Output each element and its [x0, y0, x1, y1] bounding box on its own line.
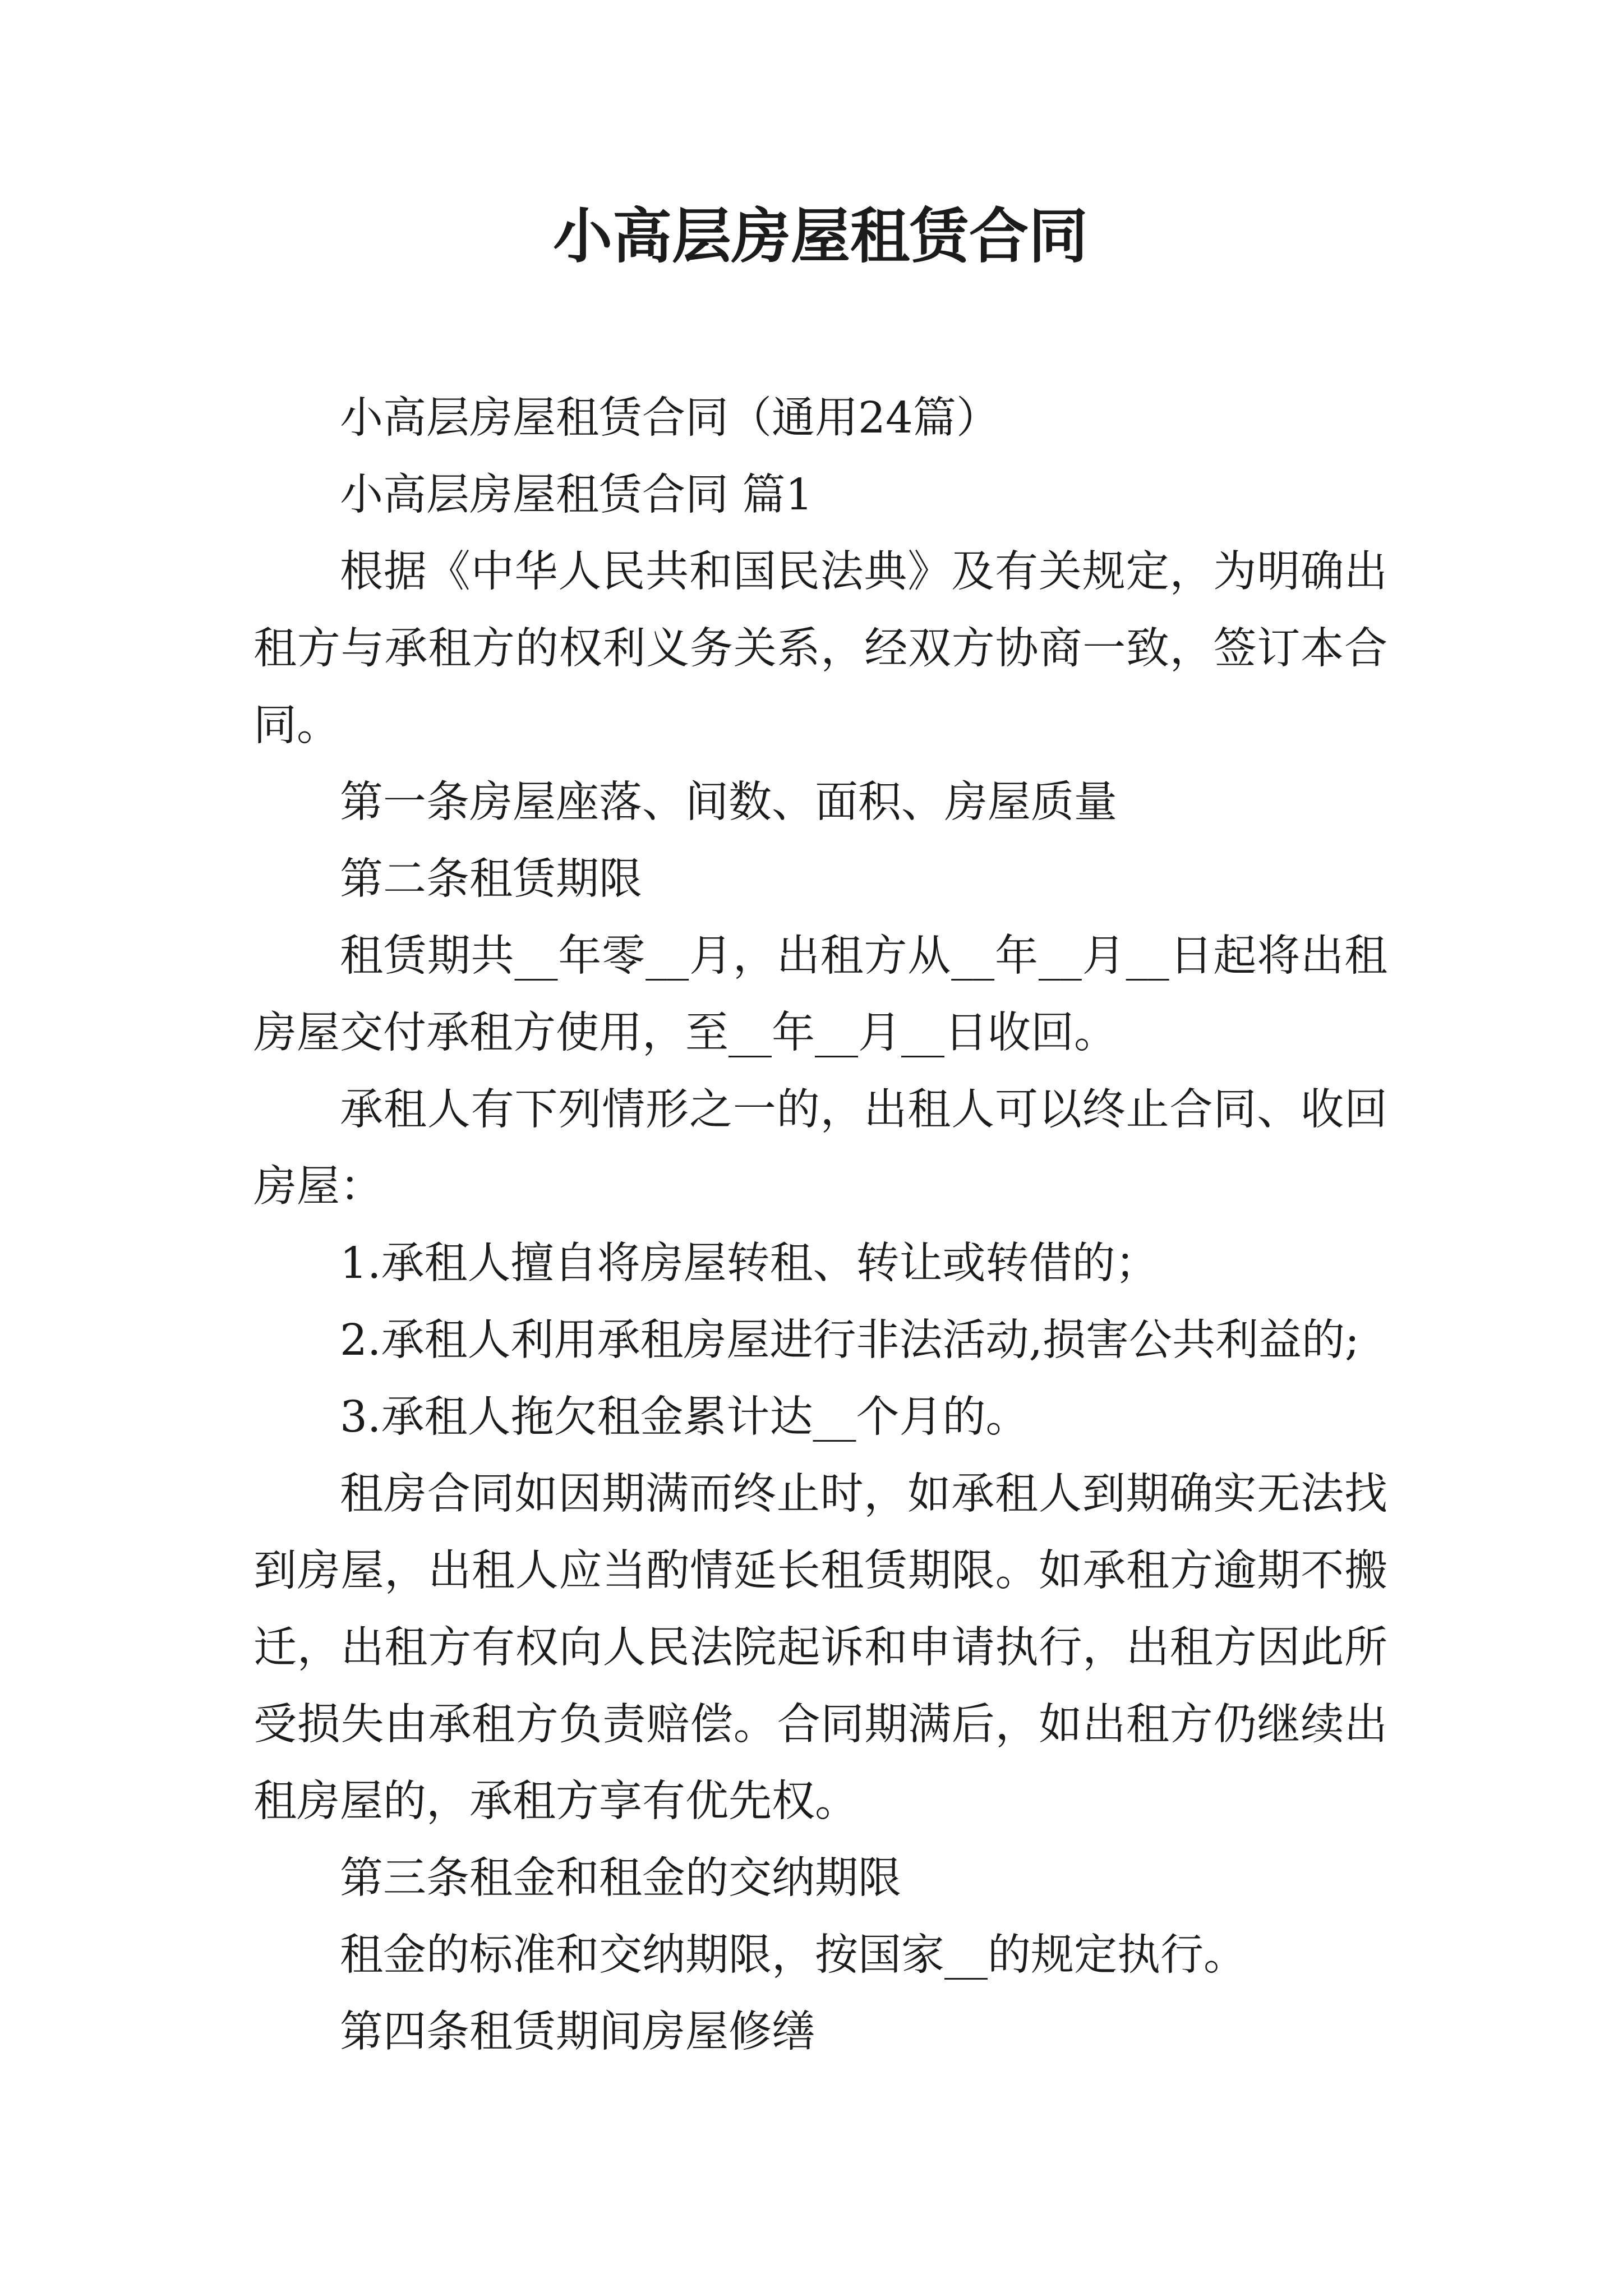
article-heading	[253, 764, 1387, 841]
text-line: 承租人有下列情形之一的，出租人可以终止合同、收回	[340, 1085, 1387, 1135]
text-line: 1.承租人擅自将房屋转租、转让或转借的；	[340, 1239, 1159, 1289]
list-item	[253, 1302, 1387, 1379]
body-paragraph	[253, 918, 1387, 1071]
text-line: 小高层房屋租赁合同 篇1	[340, 470, 813, 520]
list-item	[253, 1225, 1387, 1302]
text-line: 租方与承租方的权利义务关系，经双方协商一致，签订本合	[253, 624, 1387, 674]
article-heading	[253, 841, 1387, 918]
body-paragraph	[253, 1456, 1387, 1840]
text-line: 租赁期共__年零__月，出租方从__年__月__日起将出租	[340, 931, 1387, 981]
body-paragraph	[253, 533, 1387, 764]
section-title	[253, 457, 1387, 533]
text-line: 租金的标准和交纳期限，按国家__的规定执行。	[340, 1930, 1247, 1980]
text-line: 租房合同如因期满而终止时，如承租人到期确实无法找	[340, 1469, 1387, 1519]
text-line: 第四条租赁期间房屋修缮	[340, 2007, 815, 2057]
text-line: 房屋交付承租方使用，至__年__月__日收回。	[253, 1008, 1117, 1058]
text-line: 房屋：	[253, 1162, 383, 1212]
text-line: 3.承租人拖欠租金累计达__个月的。	[340, 1392, 1029, 1442]
list-item	[253, 1379, 1387, 1456]
text-line: 小高层房屋租赁合同（通用24篇）	[340, 393, 999, 443]
article-heading	[253, 1994, 1387, 2070]
document-subtitle	[253, 380, 1387, 457]
article-heading	[253, 1840, 1387, 1917]
text-line: 租房屋的，承租方享有优先权。	[253, 1777, 858, 1826]
document-body	[253, 380, 1387, 2070]
text-line: 第二条租赁期限	[340, 854, 642, 904]
text-line: 2.承租人利用承租房屋进行非法活动,损害公共利益的;	[340, 1315, 1359, 1365]
body-paragraph	[253, 1917, 1387, 1994]
document-title: 小高层房屋租赁合同	[553, 201, 1088, 271]
text-line: 第三条租金和租金的交纳期限	[340, 1853, 901, 1903]
text-line: 迁，出租方有权向人民法院起诉和申请执行，出租方因此所	[253, 1623, 1387, 1673]
text-line: 第一条房屋座落、间数、面积、房屋质量	[340, 777, 1117, 827]
text-line: 受损失由承租方负责赔偿。合同期满后，如出租方仍继续出	[253, 1700, 1387, 1750]
text-line: 根据《中华人民共和国民法典》及有关规定，为明确出	[340, 547, 1387, 597]
text-line: 同。	[253, 701, 340, 751]
body-paragraph	[253, 1071, 1387, 1225]
text-line: 到房屋，出租人应当酌情延长租赁期限。如承租方逾期不搬	[253, 1546, 1387, 1596]
